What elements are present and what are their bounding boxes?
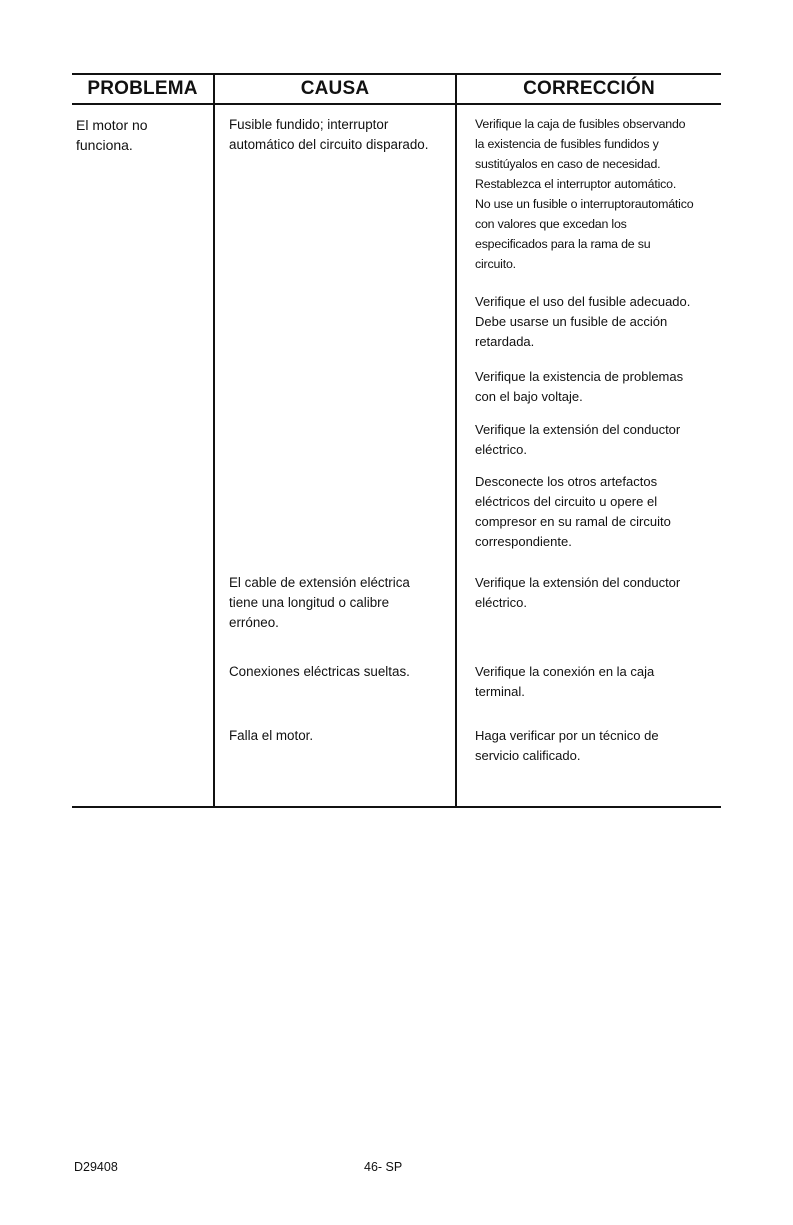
- table-bottom-rule: [72, 806, 721, 808]
- problem-text: El motor no funciona.: [76, 117, 148, 153]
- cause-text: Falla el motor.: [229, 728, 314, 743]
- document-code: D29408: [74, 1160, 118, 1174]
- cause-text: Conexiones eléctricas sueltas.: [229, 664, 410, 679]
- cause-text: Fusible fundido; interruptor automático del circuito disparado.: [229, 117, 429, 152]
- cause-text: El cable de extensión eléctrica tiene una longitud o calibre erróneo.: [229, 575, 410, 630]
- page-number: 46- SP: [364, 1160, 403, 1174]
- correction-text: Haga verificar por un técnico de servicio calificado.: [475, 728, 659, 763]
- column-divider-2: [455, 73, 457, 808]
- correction-text: Verifique el uso del fusible adecuado. Debe usarse un fusible de acción retardada.: [475, 294, 691, 349]
- table-top-rule: [72, 73, 721, 75]
- correction-text: Verifique la conexión en la caja terminal.: [475, 664, 655, 699]
- column-divider-1: [213, 73, 215, 808]
- table-header-rule: [72, 103, 721, 105]
- header-correction: CORRECCIÓN: [523, 78, 655, 99]
- correction-text: Verifique la extensión del conductor eléctrico.: [475, 422, 681, 457]
- correction-text: Verifique la caja de fusibles observando la existencia de fusibles fundidos y sustitúyalos en caso de necesidad. Restablezca el interruptor automático. No use un fusible o interruptorautomático con valores que excedan los especificados para la rama de su circuito.: [475, 117, 694, 271]
- correction-text: Verifique la existencia de problemas con el bajo voltaje.: [475, 369, 684, 404]
- header-problem: PROBLEMA: [87, 78, 198, 99]
- correction-text: Desconecte los otros artefactos eléctricos del circuito u opere el compresor en su ramal de circuito correspondiente.: [475, 474, 671, 549]
- header-cause: CAUSA: [300, 78, 370, 99]
- correction-text: Verifique la extensión del conductor eléctrico.: [475, 575, 681, 610]
